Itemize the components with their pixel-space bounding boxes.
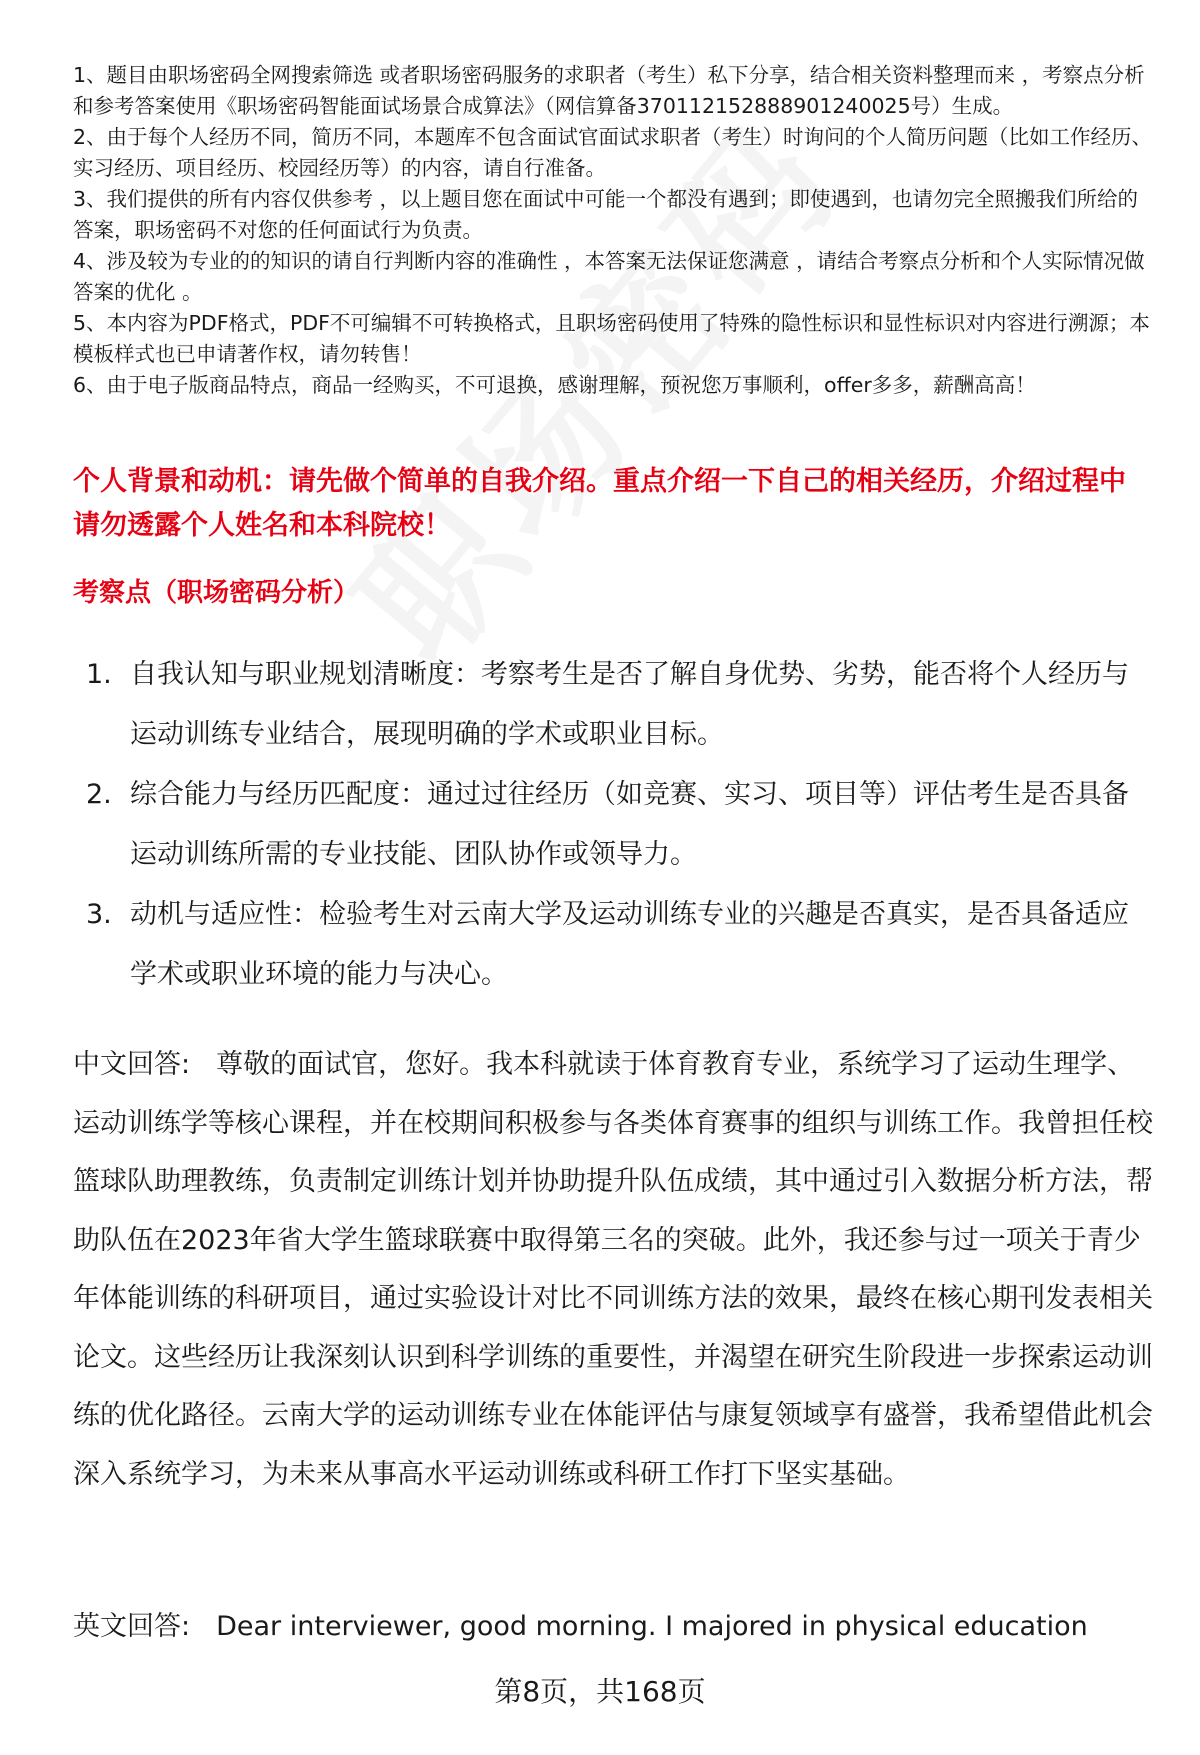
point-text: 动机与适应性：检验考生对云南大学及运动训练专业的兴趣是否真实，是否具备适应学术或职业环境的能力与决心。 [130,899,1129,990]
note-item: 5、本内容为PDF格式，PDF不可编辑不可转换格式，且职场密码使用了特殊的隐性标识和显性标识对内容进行溯源；本模板样式也已申请著作权，请勿转售！ [73,311,1150,366]
note-item: 3、我们提供的所有内容仅供参考 ，以上题目您在面试中可能一个都没有遇到；即使遇到，也请勿完全照搬我们所给的答案，职场密码不对您的任何面试行为负责。 [73,187,1139,242]
chinese-answer [73,1036,1153,1504]
english-answer-text: Dear interviewer, good morning. I majored in physical education [216,1611,1088,1642]
point-number: 3. [86,899,112,930]
point-text: 综合能力与经历匹配度：通过过往经历（如竞赛、实习、项目等）评估考生是否具备运动训练所需的专业技能、团队协作或领导力。 [130,779,1129,870]
english-answer-label: 英文回答: [73,1611,191,1642]
note-item: 2、由于每个人经历不同，简历不同，本题库不包含面试官面试求职者（考生）时询问的个人简历问题（比如工作经历、实习经历、项目经历、校园经历等）的内容，请自行准备。 [73,125,1153,180]
note-item: 1、题目由职场密码全网搜索筛选 或者职场密码服务的求职者（考生）私下分享，结合相关资料整理而来 ，考察点分析和参考答案使用《职场密码智能面试场景合成算法》（网信算备370112152888901240025号）生成。 [73,63,1145,118]
chinese-answer-text: 尊敬的面试官，您好。我本科就读于体育教育专业，系统学习了运动生理学、运动训练学等核心课程，并在校期间积极参与各类体育赛事的组织与训练工作。我曾担任校篮球队助理教练，负责制定训练计划并协助提升队伍成绩，其中通过引入数据分析方法，帮助队伍在2023年省大学生篮球联赛中取得第三名的突破。此外，我还参与过一项关于青少年体能训练的科研项目，通过实验设计对比不同训练方法的效果，最终在核心期刊发表相关论文。这些经历让我深刻认识到科学训练的重要性，并渴望在研究生阶段进一步探索运动训练的优化路径。云南大学的运动训练专业在体能评估与康复领域享有盛誉，我希望借此机会深入系统学习，为未来从事高水平运动训练或科研工作打下坚实基础。 [73,1049,1153,1490]
note-item: 6、由于电子版商品特点，商品一经购买，不可退换，感谢理解，预祝您万事顺利，offer多多，薪酬高高！ [73,373,1036,397]
disclaimer-notes [73,60,1153,401]
analysis-point [73,645,1153,765]
point-number: 2. [86,779,112,810]
analysis-title: 考察点（职场密码分析） [73,578,360,608]
chinese-answer-label: 中文回答: [73,1049,191,1080]
point-text: 自我认知与职业规划清晰度：考察考生是否了解自身优势、劣势，能否将个人经历与运动训练专业结合，展现明确的学术或职业目标。 [130,659,1129,750]
analysis-points-list [73,645,1153,1005]
interview-question: 个人背景和动机：请先做个简单的自我介绍。重点介绍一下自己的相关经历，介绍过程中请勿透露个人姓名和本科院校！ [73,466,1126,541]
page-number: 第8页，共168页 [494,1675,706,1708]
point-number: 1. [86,659,112,690]
english-answer [73,1598,1173,1656]
note-item: 4、涉及较为专业的的知识的请自行判断内容的准确性 ，本答案无法保证您满意 ，请结合考察点分析和个人实际情况做答案的优化 。 [73,249,1145,304]
analysis-point [73,885,1153,1005]
analysis-point [73,765,1153,885]
